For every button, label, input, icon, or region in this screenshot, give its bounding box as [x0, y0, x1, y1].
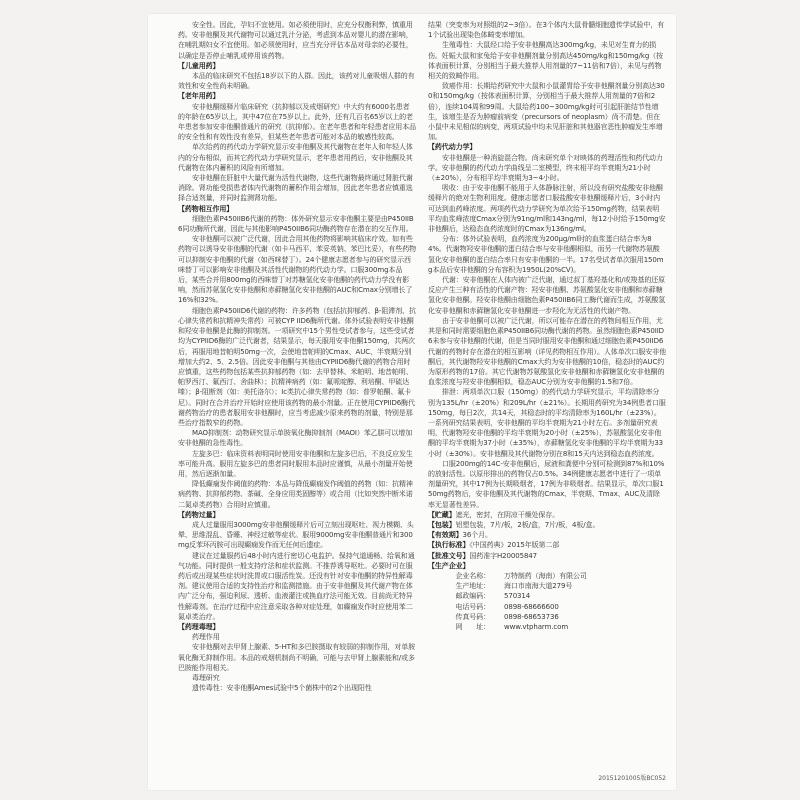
- mfr-label: 企业名称：: [455, 571, 490, 580]
- mfr-row-fax: [428, 612, 666, 622]
- package-insert-sheet: [148, 14, 676, 790]
- left-column: [178, 20, 416, 693]
- section-heading-validity: 【有效期】: [428, 531, 463, 540]
- mfr-label: 邮政编码：: [455, 592, 490, 601]
- mfr-value: 万特制药（海南）有限公司: [504, 571, 587, 580]
- section-heading-storage: 【贮藏】: [428, 510, 456, 519]
- mfr-row-website: [428, 622, 666, 632]
- pk-radiolabel-text: 口服200mg的14C-安非他酮后，尿液和粪便中分别可检测到87%和10%的放射活性。以原形排出的药物仅占0.5%。34例健康志愿者中进行了一项单剂量研究，其中17例为长期吸烟者，17例为非吸烟者。结果显示，单次口服150mg药物后，安非他酮及其代谢物的Cmax、半衰期、Tmax、AUC及清除率无显著性差异。: [428, 459, 665, 509]
- mfr-label: 生产地址：: [455, 582, 490, 591]
- section-heading-overdose: 【药物过量】: [178, 510, 220, 519]
- section-heading-approval: 【批准文号】: [428, 551, 470, 560]
- pregnancy-text: 安全性。因此，孕妇不宜使用。如必须使用时，应充分权衡利弊，慎重用药。安非他酮及其代谢物可以通过乳汁分泌，考虑到本品对婴儿的潜在影响，在哺乳期妇女不宜使用。如必须使用时，应当充分评估本品对母亲的必要性，以确定是否停止哺乳或停用该药物。: [178, 21, 413, 60]
- pharmacology-subheading: 药理作用: [192, 633, 220, 642]
- mfr-row-phone: [428, 602, 666, 612]
- validity-line: [428, 530, 666, 540]
- pk-interaction-text: 由于安非他酮可以被广泛代谢，所以可能存在潜在的药物间相互作用，尤其是和同时需要细胞色素P450IIB6同功酶代谢的药物。虽然细胞色素P450IID6未参与安非他酮的代谢，但是当同时服用安非他酮和通过细胞色素P450IID6代谢的药物时存在潜在的相互影响（详见药物相互作用）。人体单次口服安非他酮后，其代谢物羟安非他酮的Cmax大约为安非他酮的10倍，稳态时的AUC约为原形药物的17倍。其它代谢物苏氨酸氢化安非他酮和赤藓糖氢化安非他酮的血浆浓度与羟安非他酮相似，稳态AUC分别为安非他酮的1.5和7倍。: [428, 316, 666, 387]
- overdose-text-1: 成人过量服用3000mg安非他酮缓释片后可立刻出现呕吐、视力模糊、头晕、思维混乱、昏睡、神经过敏等症状。服用9000mg安非他酮普通片和300mg反苯环丙胺可出现癫痫发作而无任何后遗症。: [178, 520, 414, 550]
- standard-text: 《中国药典》2015年版第二部: [469, 541, 560, 550]
- section-heading-elderly: 【老年用药】: [178, 92, 220, 101]
- toxicology-subheading: 毒理研究: [192, 674, 220, 682]
- reproductive-toxicity-text: 生殖毒性：大鼠经口给予安非他酮高达300mg/kg，未见对生育力的损伤。妊娠大鼠和家兔给予安非他酮剂量分别高达450mg/kg和150mg/kg（按体表面积计算，分别相当于最大推荐人用剂量的7~11倍和7倍），未见与药物相关的致畸作用。: [428, 41, 663, 81]
- document-version-code: 20151201005版BC052: [598, 775, 666, 782]
- section-heading-pharmacology: 【药理毒理】: [178, 622, 220, 631]
- interactions-text-1: 细胞色素P450IIB6代谢的药物：体外研究显示安非他酮主要是由P450IIB6同功酶所代谢，因此与其他影响P450IIB6同功酶药物存在潜在的交互作用。: [178, 214, 414, 234]
- package-text: 铝塑包装，7片/板，2板/盒，7片/板，4板/盒。: [455, 520, 600, 529]
- validity-text: 36个月。: [462, 531, 492, 540]
- pk-absorption-text: 吸收：由于安非他酮不能用于人体静脉注射，所以没有研究盐酸安非他酮缓释片的绝对生物利用度。健康志愿者口服盐酸安非他酮缓释片后，3小时内可达到血药峰浓度。两项药代动力学研究为单次给予150mg药物，结果表明平均血浆峰浓度Cmax分别为91ng/ml和143ng/ml，每12小时给予150mg安非他酮后，达稳态血药浓度时的Cmax为136ng/ml。: [428, 184, 666, 234]
- section-heading-manufacturer: 【生产企业】: [428, 561, 470, 570]
- pk-metabolism-text: 代谢：安非他酮在人体内被广泛代谢，通过叔丁基羟基化和/或羧基的还原反应产生三种有活性的代谢产物：羟安非他酮、苏氨酸氢化安非他酮和赤藓糖氢化安非他酮。羟安非他酮由细胞色素P450IIB6同工酶代谢而生成，苏氨酸氢化安非他酮和赤藓糖氢化安非他酮进一步羟化为无活性的代谢产物。: [428, 276, 666, 315]
- section-heading-pharmacokinetics: 【药代动力学】: [428, 143, 477, 152]
- storage-text: 遮光，密封，在阴凉干燥处保存。: [455, 510, 560, 519]
- mfr-value: 0898-68653736: [504, 612, 559, 621]
- mfr-label: 电话号码：: [455, 602, 490, 611]
- pk-distribution-text: 分布：体外试验表明，血药浓度为200μg/ml时的血浆蛋白结合率为84%。代谢物羟安非他酮的蛋白结合率与安非他酮相似，而另一代谢物苏氨酸氢化安非他酮的蛋白结合率只有安非他酮的一半。17名受试者单次服用150mg本品后安非他酮的分布容积为1950L(20%CV)。: [428, 235, 664, 274]
- mfr-label: 网 址：: [455, 622, 490, 631]
- interactions-text-5: 左旋多巴：临床资料表明同时使用安非他酮和左旋多巴后，不良反应发生率可能升高。服用左旋多巴的患者同时服用本品时应谨慎，从最小剂量开始使用，然后逐渐加量。: [178, 449, 413, 478]
- section-heading-package: 【包装】: [428, 520, 456, 529]
- section-heading-child: 【儿童用药】: [178, 61, 220, 70]
- toxicology-continued-text: 结果（突变率为对照组的2~3倍）。在3个体内大鼠骨髓细胞遗传学试验中，有1个试验出现染色体畸变率增加。: [428, 21, 665, 40]
- mfr-label: 传真号码：: [455, 612, 490, 621]
- interactions-text-4: MAO抑制剂：动物研究显示单胺氧化酶抑制剂（MAOI）苯乙肼可以增加安非他酮的急性毒性。: [178, 429, 413, 448]
- mfr-row-postcode: [428, 591, 666, 601]
- child-text: 本品的临床研究不包括18岁以下的人群。因此，该药对儿童吸烟人群的有效性和安全性尚未明确。: [178, 72, 415, 91]
- storage-line: [428, 510, 666, 520]
- mfr-row-name: [428, 571, 666, 581]
- interactions-text-3: 细胞色素P450IID6代谢的药物：许多药物（包括抗抑郁药、β-阻滞剂、抗心律失常药和抗精神失常药）可被CYP IID6酶所代谢。体外试验表明安非他酮和羟安非他酮是此酶的抑制剂。一项研究中15个男性受试者参与，这些受试者均为CYPIID6酶的广泛代谢者，结果显示，每天服用安非他酮150mg，共两次后，再服用地昔帕明50mg一次，会使地昔帕明的Cmax、AUC、半衰期分别增加大约2、5、2.5倍。因此安非他酮与其他由CYPIID6酶代谢的药物合用时应慎重，这些药物包括某些抗抑郁药物（如：去甲替林、米帕明、地昔帕明、帕罗西汀、氟西汀、舍曲林）；抗精神病药（如：氟哌啶醇、利培酮、甲硫达嗪）；β-阻断剂（如：美托洛尔）；Ⅰc类抗心律失常药物（如：普罗帕酮、氟卡尼）。同时在合并治疗开始时应使用该药物的最小剂量。正在使用CYPIID6酶代谢药物治疗的患者服用安非他酮时，应当考虑减少原来药物的剂量，特别是那些治疗指数窄的药物。: [178, 306, 416, 427]
- elderly-text-1: 安非他酮缓释片临床研究（抗抑郁以及戒烟研究）中大约有6000名患者的年龄在65岁以上，其中47位在75岁以上。此外，还有几百名65岁以上的老年患者参加安非他酮普通片的研究（抗抑郁）。在老年患者和年轻患者应用本品的安全性和有效性没有差异，但某些老年患者可能对本品的敏感性较高。: [178, 102, 416, 142]
- pk-excretion-text: 排泄：两项单次口服（150mg）的药代动力学研究显示，平均清除率分别为135L/hr（±20%）和209L/hr（±21%）。长期用药研究为34例患者口服150mg，每日2次，共14天，其稳态时的平均清除率为160L/hr（±23%）。一系列研究结果表明，安非他酮的平均半衰期为21小时左右。多剂量研究表明，代谢物羟安非他酮的平均半衰期为20小时（±25%），苏氨酸氢化安非他酮的平均半衰期为37小时（±35%），赤藓糖氢化安非他酮的平均半衰期为33小时（±30%）。安非他酮及其代谢物分别在8和15天内达到稳态血药浓度。: [428, 388, 666, 458]
- carcinogenicity-text: 致癌作用：长期给药研究中大鼠和小鼠灌胃给予安非他酮剂量分别高达300和150mg/kg（按体表面积计算，分别相当于最大推荐人用剂量的7倍和2倍），连续104周和99周。大鼠给药100~300mg/kg时可引起肝脏结节性增生，该增生是否为肿瘤前病变（precursors of neoplasm）尚不清楚。但在小鼠中未见相似的病变，两项试验中均未见肝脏和其他器官恶性肿瘤发生率增加。: [428, 82, 665, 142]
- right-column: [428, 20, 666, 632]
- elderly-text-3: 安非他酮在肝脏中大量代谢为活性代谢物，这些代谢物最终通过肾脏代谢消除。肾功能受损患者体内代谢物的蓄积作用会增加，因此老年患者应慎重选择合适剂量，并同时监测肾功能。: [178, 174, 413, 203]
- elderly-text-2: 单次给药的药代动力学研究显示安非他酮及其代谢物在老年人和年轻人体内的分布相似，而其它药代动力学研究显示，老年患者用药后，安非他酮及其代谢物在体内蓄积的风险有所增加。: [178, 143, 413, 172]
- package-line: [428, 520, 666, 530]
- mfr-value: www.vtpharm.com: [504, 622, 569, 631]
- section-heading-interactions: 【药物相互作用】: [178, 204, 234, 213]
- standard-line: [428, 540, 666, 550]
- interactions-text-6: 降低癫痫发作阈值的药物：本品与降低癫痫发作阈值的药物（如：抗精神病药物、抗抑郁药物、茶碱、全身应用类固醇等）或合用（比如突然中断米诺二氮卓类药物）合用时应慎重。: [178, 480, 413, 509]
- mfr-row-address: [428, 581, 666, 591]
- approval-number: 国药准字H20005847: [469, 551, 537, 560]
- interactions-text-2: 安非他酮可以被广泛代谢，因此合用其他药物将影响其临床疗效。如有些药物可以诱导安非他酮的代谢（如卡马西平、苯妥英钠、苯巴比妥），有些药物可以抑制安非他酮的代谢（如西咪替丁）。24个健康志愿者参与的研究显示西咪替丁可以影响安非他酮及其活性代谢物的药代动力学。口服300mg本品后，某些合并用800mg的西咪替丁对苏糖氢化安非他酮的药代动力学没有影响，然而苏氨氢化安非他酮和赤藓糖氢化安非他酮的AUC和Cmax分别增长了16%和32%。: [178, 235, 416, 305]
- pharmacology-text: 安非他酮对去甲肾上腺素、5-HT和多巴胺摄取有较弱的抑制作用，对单胺氧化酶无抑制作用。本品的戒烟机制尚不明确，可能与去甲肾上腺素能和/或多巴胺能作用相关。: [178, 643, 416, 672]
- mfr-value: 570314: [504, 592, 531, 601]
- mfr-value: 0898-68666600: [504, 602, 559, 611]
- mfr-value: 海口市南海大道279号: [504, 582, 573, 591]
- pk-text-1: 安非他酮是一种消旋混合物。尚未研究单个对映体的药理活性和药代动力学。安非他酮的药代动力学曲线呈二室模型，终末相平均半衰期为21小时（±20%），分布相平均半衰期为3~4小时。: [428, 153, 663, 183]
- approval-line: [428, 551, 666, 561]
- overdose-text-2: 建议在过量服药后48小时内进行密切心电监护。保持气道通畅、给氧和通气功能。同时提供一般支持疗法和症状监测。不推荐诱导呕吐。必要时可在服药后或出现某些症状时洗胃或口服活性炭。还没有针对安非他酮的特异性解毒剂。建议使用合适的支持性治疗和监测措施。由于安非他酮及其代谢产物在体内广泛分布，强迫利尿、透析、血液灌注或换血疗法可能无效。目前尚无特异性解毒剂。在治疗过程中应注意采取各种对症处理，如癫痫发作时应使用苯二氮卓类治疗。: [178, 551, 415, 621]
- section-heading-standard: 【执行标准】: [428, 541, 470, 550]
- toxicology-text: 遗传毒性：安非他酮Ames试验中5个菌株中的2个出现阳性: [192, 684, 372, 693]
